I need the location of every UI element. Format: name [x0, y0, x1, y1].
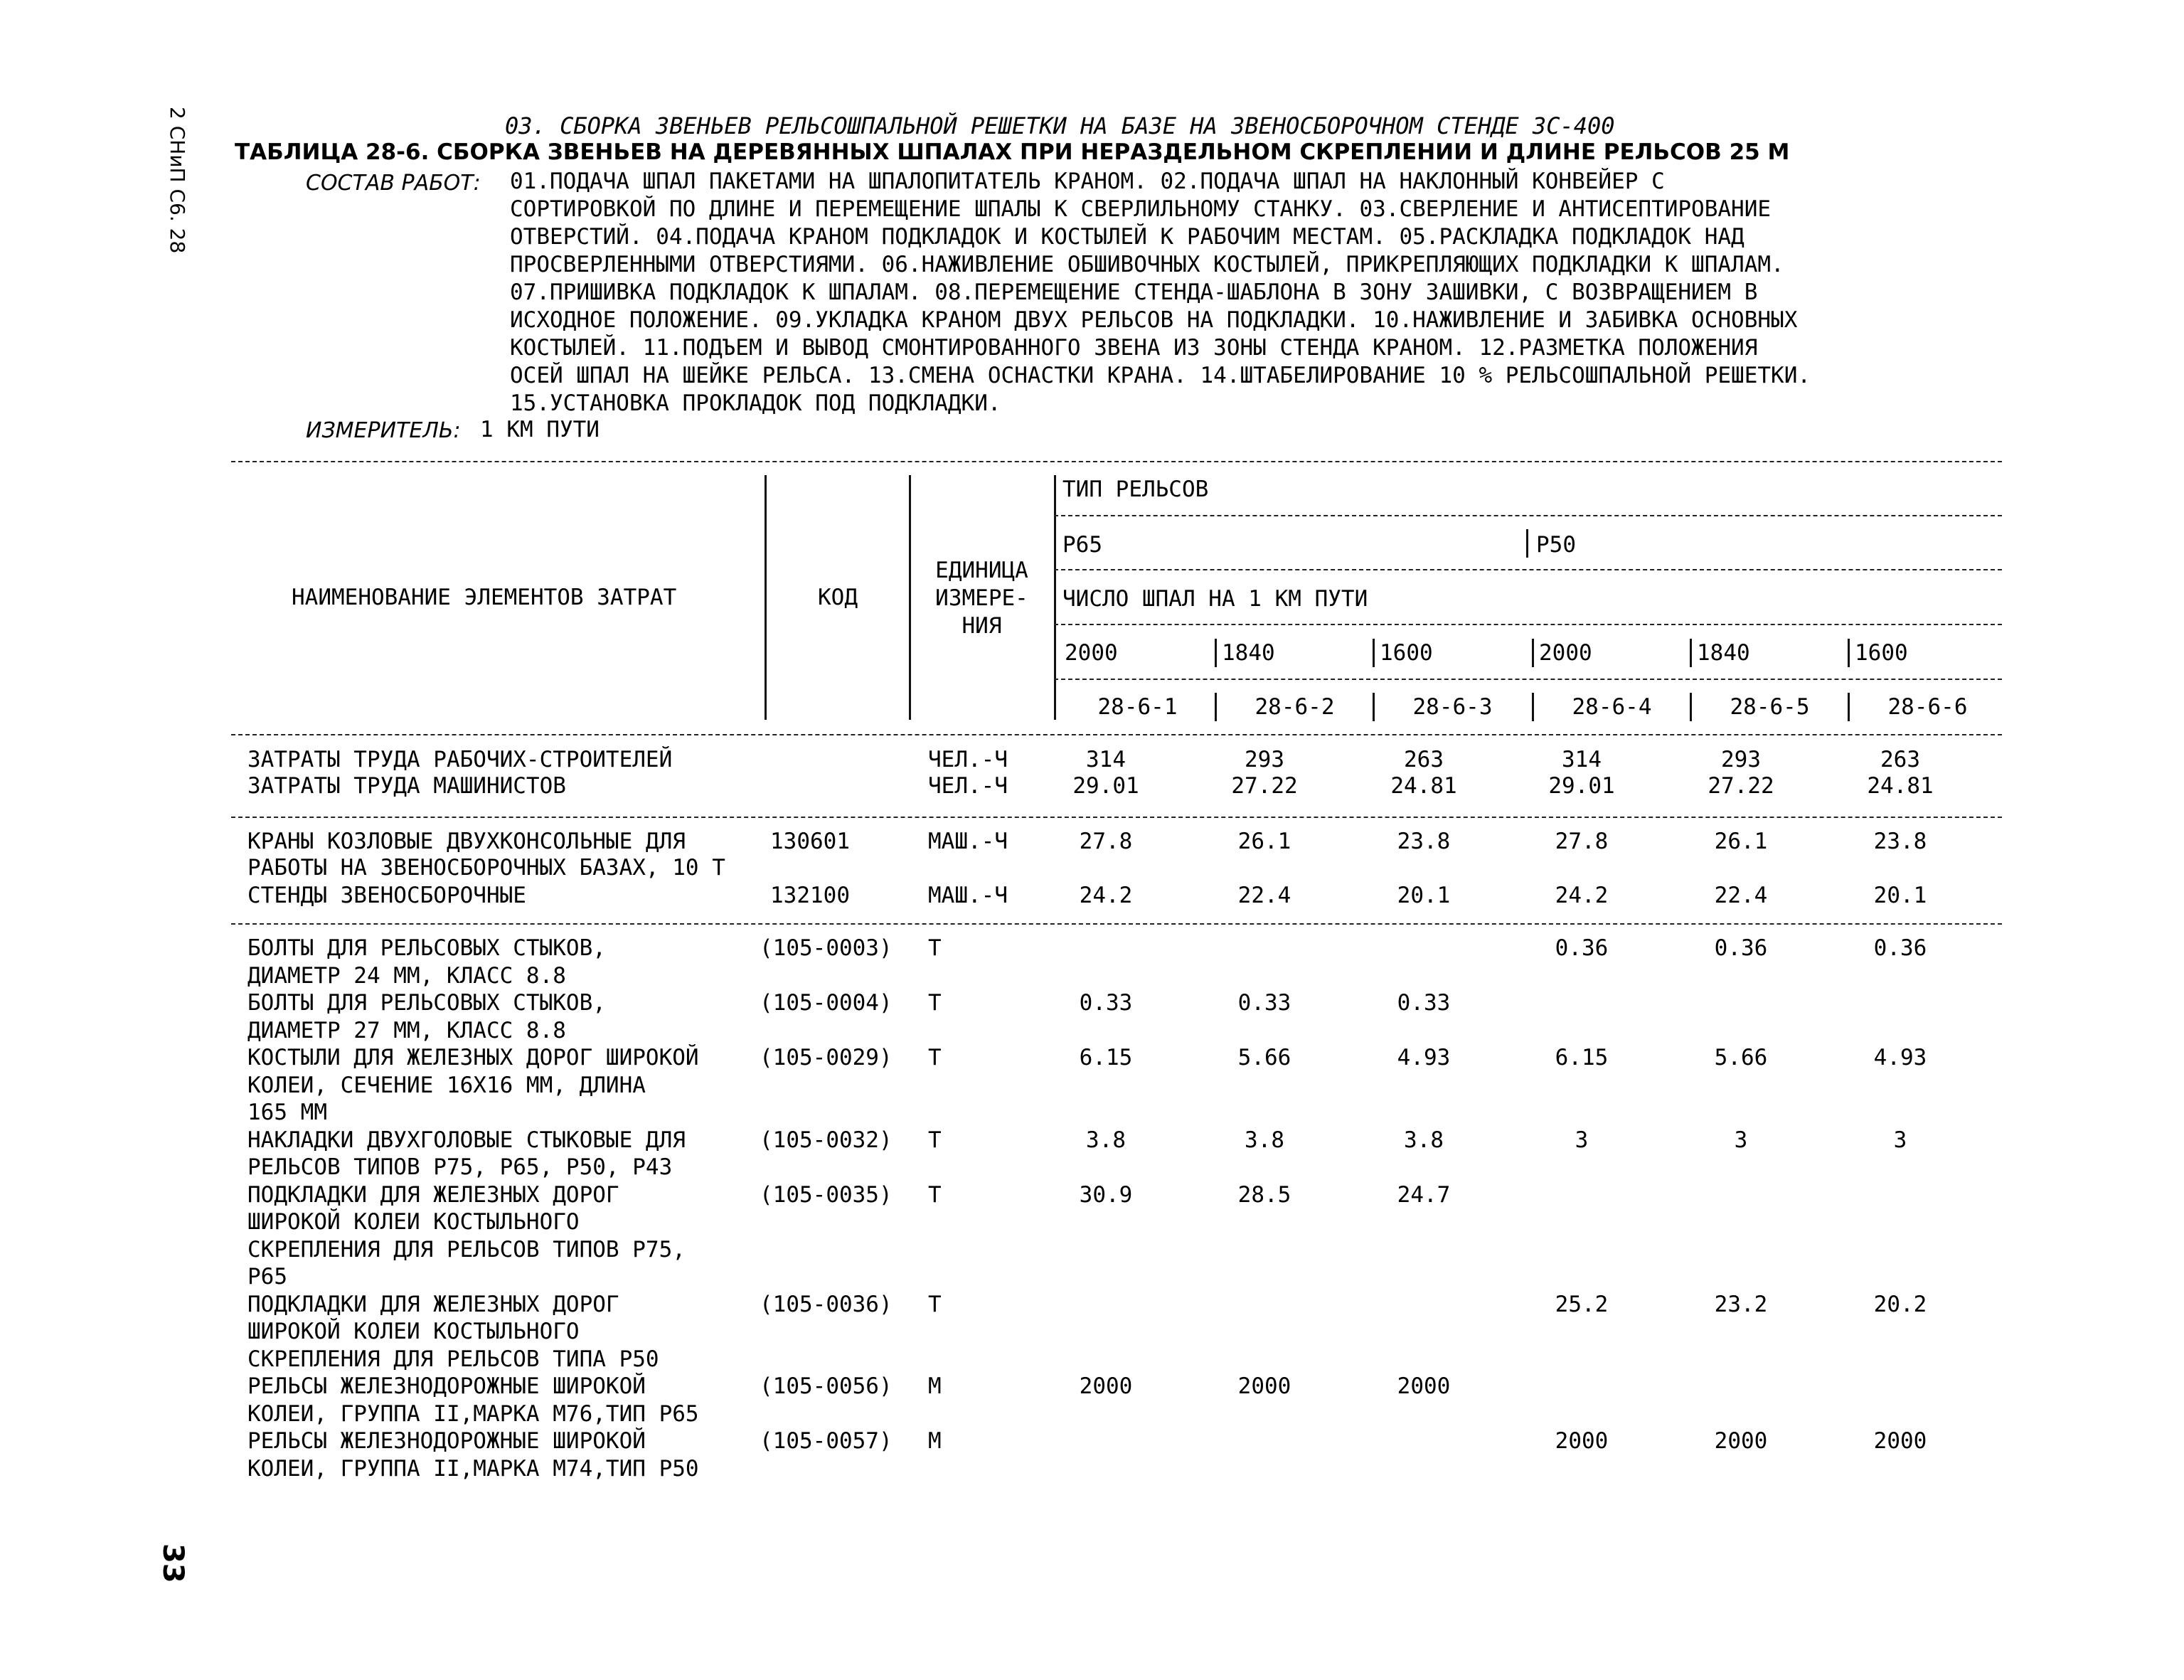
row-name: 165 ММ	[247, 1100, 327, 1125]
table-rule	[231, 923, 2002, 925]
row-name: СКРЕПЛЕНИЯ ДЛЯ РЕЛЬСОВ ТИПА Р50	[247, 1346, 659, 1372]
value-cell: 23.8	[1397, 829, 1451, 854]
row-name: ЗАТРАТЫ ТРУДА МАШИНИСТОВ	[247, 773, 566, 799]
row-name: ШИРОКОЙ КОЛЕИ КОСТЫЛЬНОГО	[247, 1209, 580, 1235]
column-separator	[1054, 475, 1056, 720]
norm-code: 28-6-1	[1097, 694, 1178, 720]
row-name: СТЕНДЫ ЗВЕНОСБОРОЧНЫЕ	[247, 883, 526, 908]
value-cell: 6.15	[1079, 1045, 1133, 1070]
norm-code: 28-6-5	[1730, 694, 1810, 720]
work-line: ИСХОДНОЕ ПОЛОЖЕНИЕ. 09.УКЛАДКА КРАНОМ ДВУХ РЕЛЬСОВ НА ПОДКЛАДКИ. 10.НАЖИВЛЕНИЕ И ЗАБИВКА ОСНОВНЫХ	[510, 307, 1798, 333]
work-line: КОСТЫЛЕЙ. 11.ПОДЪЕМ И ВЫВОД СМОНТИРОВАННОГО ЗВЕНА ИЗ ЗОНЫ СТЕНДА КРАНОМ. 12.РАЗМЕТКА ПОЛОЖЕНИЯ	[510, 335, 1758, 361]
unit-column-header: НИЯ	[962, 613, 1002, 639]
work-line: ОСЕЙ ШПАЛ НА ШЕЙКЕ РЕЛЬСА. 13.СМЕНА ОСНАСТКИ КРАНА. 14.ШТАБЕЛИРОВАНИЕ 10 % РЕЛЬСОШПАЛЬНОЙ РЕШЕТКИ.	[510, 363, 1811, 388]
row-unit: МАШ.-Ч	[928, 883, 1008, 908]
sleeper-count: 1840	[1697, 640, 1750, 666]
value-cell: 30.9	[1079, 1181, 1133, 1208]
value-cell: 22.4	[1714, 883, 1768, 908]
document-code-label: 2 СНиП С6. 28	[166, 107, 189, 254]
work-line: 01.ПОДАЧА ШПАЛ ПАКЕТАМИ НА ШПАЛОПИТАТЕЛЬ КРАНОМ. 02.ПОДАЧА ШПАЛ НА НАКЛОННЫЙ КОНВЕЙЕР С	[510, 169, 1665, 194]
column-separator	[1532, 639, 1534, 667]
name-column-header: НАИМЕНОВАНИЕ ЭЛЕМЕНТОВ ЗАТРАТ	[292, 585, 677, 610]
row-code: (105-0029)	[760, 1045, 893, 1070]
value-cell: 24.2	[1079, 883, 1133, 908]
work-line: 15.УСТАНОВКА ПРОКЛАДОК ПОД ПОДКЛАДКИ.	[510, 390, 1001, 416]
value-cell: 263	[1404, 747, 1444, 772]
row-name: РЕЛЬСОВ ТИПОВ Р75, Р65, Р50, Р43	[247, 1154, 673, 1180]
rail-group-header: Р65	[1062, 532, 1102, 558]
sleepers-header: ЧИСЛО ШПАЛ НА 1 КМ ПУТИ	[1062, 586, 1368, 612]
rail-type-header: ТИП РЕЛЬСОВ	[1062, 477, 1209, 502]
page-number: 33	[156, 1543, 189, 1583]
rail-group-header: Р50	[1536, 532, 1576, 558]
column-separator	[1215, 693, 1217, 721]
row-name: ДИАМЕТР 27 ММ, КЛАСС 8.8	[247, 1017, 566, 1043]
row-name: КОЛЕИ, СЕЧЕНИЕ 16Х16 ММ, ДЛИНА	[247, 1072, 646, 1098]
value-cell: 27.8	[1555, 829, 1609, 854]
column-separator	[1215, 639, 1217, 667]
value-cell: 5.66	[1237, 1045, 1291, 1070]
row-unit: Т	[928, 1127, 942, 1153]
sleeper-count: 2000	[1539, 640, 1592, 666]
work-line: ОТВЕРСТИЙ. 04.ПОДАЧА КРАНОМ ПОДКЛАДОК И КОСТЫЛЕЙ К РАБОЧИМ МЕСТАМ. 05.РАСКЛАДКА ПОДКЛАДОК НАД	[510, 224, 1744, 250]
table-rule	[231, 817, 2002, 818]
sleeper-count: 2000	[1065, 640, 1118, 666]
row-unit: М	[928, 1428, 942, 1454]
norm-code: 28-6-2	[1255, 694, 1335, 720]
value-cell: 3	[1893, 1127, 1907, 1153]
value-cell: 23.2	[1714, 1291, 1768, 1317]
value-cell: 2000	[1873, 1428, 1927, 1454]
value-cell: 4.93	[1397, 1045, 1451, 1070]
row-name: ПОДКЛАДКИ ДЛЯ ЖЕЛЕЗНЫХ ДОРОГ	[247, 1181, 619, 1208]
row-name: КОЛЕИ, ГРУППА II,МАРКА М74,ТИП Р50	[247, 1455, 699, 1482]
row-name: ЗАТРАТЫ ТРУДА РАБОЧИХ-СТРОИТЕЛЕЙ	[247, 747, 673, 772]
row-code: (105-0057)	[760, 1428, 893, 1454]
row-name: БОЛТЫ ДЛЯ РЕЛЬСОВЫХ СТЫКОВ,	[247, 935, 606, 961]
value-cell: 27.22	[1231, 773, 1298, 799]
row-code: (105-0035)	[760, 1181, 893, 1208]
row-name: ШИРОКОЙ КОЛЕИ КОСТЫЛЬНОГО	[247, 1319, 580, 1344]
table-rule	[231, 461, 2002, 462]
unit-column-header: ЕДИНИЦА	[935, 558, 1028, 583]
row-name: ПОДКЛАДКИ ДЛЯ ЖЕЛЕЗНЫХ ДОРОГ	[247, 1291, 619, 1317]
work-line: ПРОСВЕРЛЕННЫМИ ОТВЕРСТИЯМИ. 06.НАЖИВЛЕНИЕ ОБШИВОЧНЫХ КОСТЫЛЕЙ, ПРИКРЕПЛЯЮЩИХ ПОДКЛАДКИ К ШПАЛАМ.	[510, 252, 1784, 277]
row-name: РАБОТЫ НА ЗВЕНОСБОРОЧНЫХ БАЗАХ, 10 Т	[247, 855, 725, 881]
column-separator	[1690, 639, 1692, 667]
code-column-header: КОД	[818, 585, 858, 610]
value-cell: 314	[1562, 747, 1602, 772]
column-separator	[1526, 529, 1528, 558]
value-cell: 25.2	[1555, 1291, 1609, 1317]
row-unit: Т	[928, 1291, 942, 1317]
header-rule	[1054, 679, 2002, 680]
row-unit: Т	[928, 1045, 942, 1070]
row-unit: МАШ.-Ч	[928, 829, 1008, 854]
meter-value: 1 КМ ПУТИ	[480, 417, 600, 442]
header-rule	[1054, 515, 2002, 516]
value-cell: 263	[1880, 747, 1920, 772]
value-cell: 0.33	[1079, 990, 1133, 1016]
value-cell: 314	[1086, 747, 1126, 772]
row-name: КОСТЫЛИ ДЛЯ ЖЕЛЕЗНЫХ ДОРОГ ШИРОКОЙ	[247, 1045, 699, 1070]
row-name: РЕЛЬСЫ ЖЕЛЕЗНОДОРОЖНЫЕ ШИРОКОЙ	[247, 1428, 646, 1454]
column-separator	[1373, 639, 1375, 667]
value-cell: 26.1	[1237, 829, 1291, 854]
value-cell: 3.8	[1086, 1127, 1126, 1153]
table-title: ТАБЛИЦА 28-6. СБОРКА ЗВЕНЬЕВ НА ДЕРЕВЯННЫХ ШПАЛАХ ПРИ НЕРАЗДЕЛЬНОМ СКРЕПЛЕНИИ И ДЛИНЕ РЕЛЬСОВ 25 М	[235, 139, 1790, 165]
row-code: 130601	[770, 829, 850, 854]
value-cell: 29.01	[1072, 773, 1139, 799]
column-separator	[909, 475, 911, 720]
value-cell: 0.33	[1397, 990, 1451, 1016]
row-code: (105-0056)	[760, 1373, 893, 1399]
value-cell: 20.1	[1873, 883, 1927, 908]
column-separator	[1848, 693, 1850, 721]
row-unit: М	[928, 1373, 942, 1399]
value-cell: 0.33	[1237, 990, 1291, 1016]
row-name: КРАНЫ КОЗЛОВЫЕ ДВУХКОНСОЛЬНЫЕ ДЛЯ	[247, 829, 686, 854]
value-cell: 29.01	[1548, 773, 1615, 799]
value-cell: 6.15	[1555, 1045, 1609, 1070]
value-cell: 2000	[1714, 1428, 1768, 1454]
value-cell: 24.81	[1390, 773, 1457, 799]
sleeper-count: 1840	[1222, 640, 1275, 666]
value-cell: 24.81	[1867, 773, 1934, 799]
row-name: РЕЛЬСЫ ЖЕЛЕЗНОДОРОЖНЫЕ ШИРОКОЙ	[247, 1373, 646, 1399]
value-cell: 2000	[1079, 1373, 1133, 1399]
value-cell: 24.7	[1397, 1181, 1451, 1208]
value-cell: 0.36	[1555, 935, 1609, 961]
value-cell: 20.1	[1397, 883, 1451, 908]
row-name: НАКЛАДКИ ДВУХГОЛОВЫЕ СТЫКОВЫЕ ДЛЯ	[247, 1127, 686, 1153]
value-cell: 20.2	[1873, 1291, 1927, 1317]
row-code: (105-0036)	[760, 1291, 893, 1317]
value-cell: 27.22	[1708, 773, 1774, 799]
value-cell: 293	[1721, 747, 1761, 772]
value-cell: 5.66	[1714, 1045, 1768, 1070]
row-code: (105-0004)	[760, 990, 893, 1016]
column-separator	[1532, 693, 1534, 721]
row-name: КОЛЕИ, ГРУППА II,МАРКА М76,ТИП Р65	[247, 1400, 699, 1427]
section-title: 03. СБОРКА ЗВЕНЬЕВ РЕЛЬСОШПАЛЬНОЙ РЕШЕТКИ НА БАЗЕ НА ЗВЕНОСБОРОЧНОМ СТЕНДЕ ЗС-400	[505, 112, 1615, 139]
column-separator	[1373, 693, 1375, 721]
row-code: (105-0003)	[760, 935, 893, 961]
value-cell: 26.1	[1714, 829, 1768, 854]
header-rule	[1054, 569, 2002, 570]
meter-label: ИЗМЕРИТЕЛЬ:	[306, 418, 461, 443]
value-cell: 28.5	[1237, 1181, 1291, 1208]
value-cell: 3.8	[1245, 1127, 1284, 1153]
column-separator	[1848, 639, 1850, 667]
row-name: Р65	[247, 1264, 287, 1290]
work-composition-text	[510, 168, 1932, 418]
value-cell: 293	[1245, 747, 1284, 772]
column-separator	[1690, 693, 1692, 721]
left-margin	[149, 107, 192, 1600]
value-cell: 24.2	[1555, 883, 1609, 908]
value-cell: 22.4	[1237, 883, 1291, 908]
work-line: 07.ПРИШИВКА ПОДКЛАДОК К ШПАЛАМ. 08.ПЕРЕМЕЩЕНИЕ СТЕНДА-ШАБЛОНА В ЗОНУ ЗАШИВКИ, С ВОЗВРАЩЕНИЕМ В	[510, 280, 1758, 305]
value-cell: 4.93	[1873, 1045, 1927, 1070]
value-cell: 27.8	[1079, 829, 1133, 854]
norm-code: 28-6-6	[1887, 694, 1968, 720]
row-code: (105-0032)	[760, 1127, 893, 1153]
value-cell: 3.8	[1404, 1127, 1444, 1153]
row-unit: ЧЕЛ.-Ч	[928, 747, 1008, 772]
row-name: СКРЕПЛЕНИЯ ДЛЯ РЕЛЬСОВ ТИПОВ Р75,	[247, 1236, 686, 1262]
sleeper-count: 1600	[1855, 640, 1908, 666]
header-rule	[1054, 624, 2002, 625]
value-cell: 0.36	[1714, 935, 1768, 961]
value-cell: 3	[1734, 1127, 1748, 1153]
norm-code: 28-6-4	[1572, 694, 1652, 720]
row-name: БОЛТЫ ДЛЯ РЕЛЬСОВЫХ СТЫКОВ,	[247, 990, 606, 1016]
row-unit: Т	[928, 1181, 942, 1208]
row-unit: ЧЕЛ.-Ч	[928, 773, 1008, 799]
value-cell: 2000	[1555, 1428, 1609, 1454]
row-unit: Т	[928, 990, 942, 1016]
row-name: ДИАМЕТР 24 ММ, КЛАСС 8.8	[247, 962, 566, 989]
value-cell: 0.36	[1873, 935, 1927, 961]
table-rule	[231, 734, 2002, 735]
norm-code: 28-6-3	[1412, 694, 1493, 720]
sleeper-count: 1600	[1380, 640, 1433, 666]
work-line: СОРТИРОВКОЙ ПО ДЛИНЕ И ПЕРЕМЕЩЕНИЕ ШПАЛЫ К СВЕРЛИЛЬНОМУ СТАНКУ. 03.СВЕРЛЕНИЕ И АНТИСЕПТИРОВАНИЕ	[510, 196, 1772, 222]
row-unit: Т	[928, 935, 942, 961]
column-separator	[765, 475, 767, 720]
value-cell: 2000	[1237, 1373, 1291, 1399]
value-cell: 2000	[1397, 1373, 1451, 1399]
unit-column-header: ИЗМЕРЕ-	[935, 585, 1028, 611]
work-composition-label: СОСТАВ РАБОТ:	[306, 171, 481, 196]
row-code: 132100	[770, 883, 850, 908]
value-cell: 3	[1575, 1127, 1589, 1153]
value-cell: 23.8	[1873, 829, 1927, 854]
